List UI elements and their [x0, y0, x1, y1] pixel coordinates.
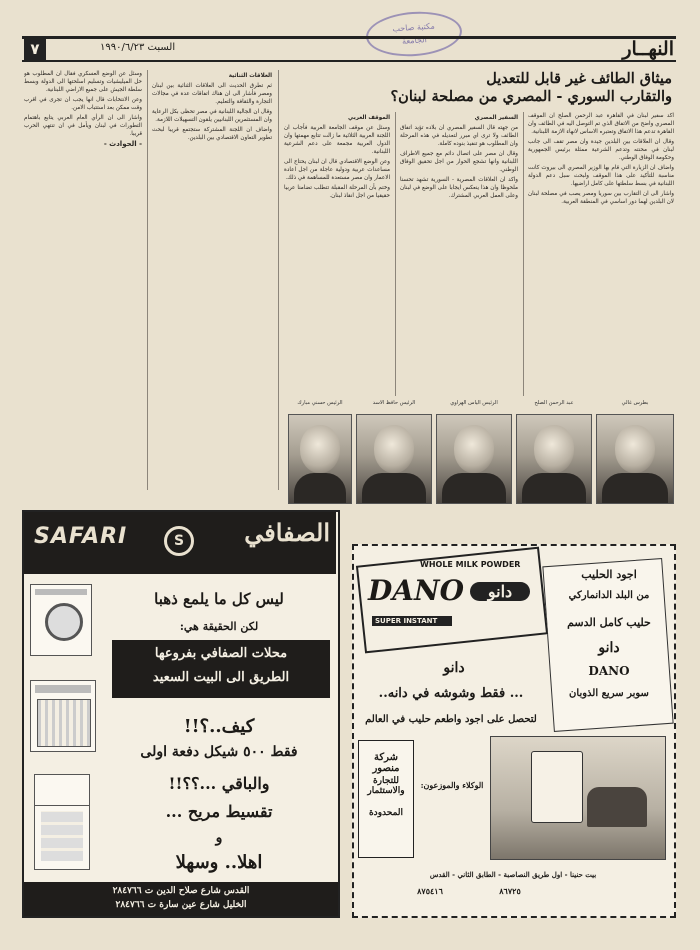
dishwasher-illustration — [30, 680, 96, 752]
headline-line-1: ميثاق الطائف غير قابل للتعديل — [486, 70, 672, 87]
dano-feature-6: سوبر سريع الذوبان — [569, 688, 649, 699]
safari-slogan-9: و — [215, 830, 223, 846]
paragraph: وقال ان مصر على اتصال دائم مع جميع الاطراف اللبنانية وانها تشجع الحوار من اجل تحقيق الوفاق الوطني. — [400, 151, 518, 173]
column-subhead: السفير المصري — [474, 115, 518, 121]
column-subhead: العلاقات الثنائية — [228, 73, 272, 79]
safari-slogan-5: كيف..؟!! — [183, 716, 255, 737]
safari-logo: S — [164, 526, 194, 556]
paragraph: واشار الى ان الرأي العام العربي يتابع باهتمام التطورات في لبنان ويأمل في ان تنتهي الحرب قريبا. — [24, 115, 142, 137]
paragraph: وسئل عن الوضع العسكري فقال ان المطلوب هو حل الميليشيات وتسليم اسلحتها الى الدولة وبسط سلطة الجيش على جميع الاراضي اللبنانية. — [24, 71, 142, 93]
washing-machine-illustration — [30, 584, 92, 656]
paragraph: وقال ان الجالية اللبنانية في مصر تحظى بكل الرعاية وان المستثمرين اللبنانيين يلقون التسهيلات اللازمة. — [152, 109, 272, 123]
issue-date: السبت ١٩٩٠/٦/٢٣ — [100, 42, 176, 53]
safari-slogan-7: والباقي ...؟؟!! — [168, 774, 270, 793]
paragraph: وعن الانتخابات قال انها يجب ان تجرى في اقرب وقت ممكن بعد استتباب الامن. — [24, 97, 142, 111]
dano-phone-1: ٨٦٧٢٥ — [499, 886, 521, 896]
safari-slogan-6: فقط ٥٠٠ شيكل دفعة اولى — [140, 744, 298, 760]
safari-address-2: الخليل شارع عين سارة ت ٢٨٤٧٦٦ — [115, 900, 247, 910]
article-column-2 — [400, 112, 518, 396]
portrait-photo — [516, 414, 592, 504]
photo-caption: بطرس غالي — [621, 400, 649, 406]
photo-caption: الرئيس حافظ الاسد — [372, 400, 416, 406]
column-divider — [278, 70, 279, 490]
safari-brand-ar: الصفافي — [244, 518, 330, 547]
paragraph: وعن الوضع الاقتصادي قال ان لبنان يحتاج الى مساعدات عربية ودولية عاجلة من اجل اعادة الاعمار وان مصر مستعدة للمساهمة في ذلك. — [284, 159, 390, 181]
column-divider — [147, 70, 148, 490]
photo-caption: الرئيس حسني مبارك — [297, 400, 343, 406]
safari-slogan-2: لكن الحقيقة هي: — [179, 620, 259, 633]
portrait-photo — [436, 414, 512, 504]
column-divider — [523, 112, 524, 396]
dano-feature-1: اجود الحليب — [581, 568, 637, 581]
stamp-line-2: الجامعة — [401, 35, 428, 46]
masthead: النهــار — [622, 38, 674, 60]
article-headline — [286, 70, 672, 106]
dano-address: بيت حنينا - اول طريق النصاصبة - الطابق الثاني - القدس — [429, 870, 597, 879]
dano-feature-5: DANO — [588, 664, 630, 678]
article-signoff: - الحوادث - — [103, 140, 142, 148]
column-subhead: الموقف العربي — [348, 115, 390, 121]
safari-slogan-10: اهلا.. وسهلا — [175, 852, 263, 873]
dano-product-tag: WHOLE MILK POWDER — [420, 560, 521, 569]
paragraph: ثم تطرق الحديث الى العلاقات الثنائية بين لبنان ومصر فأشار الى ان هناك اتفاقات عدة في مجالات التجارة والثقافة والتعليم. — [152, 83, 272, 105]
paragraph: وسئل عن موقف الجامعة العربية فأجاب ان اللجنة العربية الثلاثية ما زالت تتابع مهمتها وان الدول العربية مجمعة على دعم الشرعية اللبنانية. — [284, 125, 390, 155]
paragraph: اكد سفير لبنان في القاهرة عبد الرحمن الصلح ان الموقف المصري واضح من الاتفاق الذي تم التوصل اليه في الطائف وان القاهرة تدعم هذا الاتفاق وتعتبره الاساس لانهاء الازمة اللبنانية. — [528, 113, 674, 135]
article-column-5 — [24, 70, 142, 488]
headline-line-2: والتقارب السوري - المصري من مصلحة لبنان؟ — [390, 88, 672, 105]
dano-agents-label: الوكلاء والموزعون: — [420, 780, 484, 790]
dano-feature-3: حليب كامل الدسم — [567, 616, 651, 629]
column-divider — [395, 112, 396, 396]
portrait-photo — [288, 414, 352, 504]
dano-product-photo — [490, 736, 666, 860]
paragraph: وختم بأن المرحلة المقبلة تتطلب تضامنا عربيا حقيقيا من اجل انقاذ لبنان. — [284, 185, 390, 199]
safari-address-1: القدس شارع صلاح الدين ت ٢٨٤٧٦٦ — [112, 886, 250, 896]
refrigerator-illustration — [34, 774, 90, 870]
paragraph: وقال ان العلاقات بين البلدين جيدة وان مصر تقف الى جانب لبنان في محنته وتدعم الشرعية ممثلة برئيس الجمهورية وحكومة الوفاق الوطني. — [528, 139, 674, 161]
safari-slogan-1: ليس كل ما يلمع ذهبا — [154, 590, 284, 608]
safari-slogan-8: تقسيط مريح ... — [165, 802, 273, 821]
paragraph: واضاف ان الزيارة التي قام بها الوزير المصري الى بيروت كانت مناسبة للتأكيد على هذا الموقف ولبحث سبل دعم الدولة اللبنانية في بسط سلطتها على كامل اراضيها. — [528, 165, 674, 187]
article-column-1 — [528, 112, 674, 396]
dano-tagline-3: لتحصل على اجود واطعم حليب في العالم — [365, 714, 537, 725]
paragraph: واضاف ان اللجنة المشتركة ستجتمع قريبا لبحث تطوير التعاون الاقتصادي بين البلدين. — [152, 127, 272, 141]
dano-phone-2: ٨٧٥٤١٦ — [417, 886, 443, 896]
dano-brand-ar: دانو — [470, 582, 530, 601]
portrait-photo — [356, 414, 432, 504]
dano-instant-tag: SUPER INSTANT — [372, 616, 452, 626]
article-column-4 — [152, 70, 272, 488]
safari-brand-en: SAFARI — [34, 524, 128, 549]
paragraph: من جهته قال السفير المصري ان بلاده تؤيد اتفاق الطائف ولا ترى اي مبرر لتعديله في هذه المرحلة وان المطلوب هو تنفيذ بنوده كاملة. — [400, 125, 518, 147]
safari-slogan-3: محلات الصفافي بفروعها — [154, 646, 288, 661]
safari-slogan-4: الطريق الى البيت السعيد — [152, 670, 290, 685]
dano-feature-2: من البلد الدانماركي — [568, 590, 650, 601]
paragraph: واشار الى ان التقارب بين سوريا ومصر يصب في مصلحة لبنان لان البلدين لهما دور اساسي في المنطقة العربية. — [528, 191, 674, 205]
photo-caption: عبد الرحمن الصلح — [534, 400, 574, 406]
dano-feature-4: دانو — [598, 640, 620, 656]
paragraph: واكد ان العلاقات المصرية - السورية تشهد تحسنا ملحوظا وان هذا ينعكس ايجابا على الوضع في لبنان وعلى العمل العربي المشترك. — [400, 177, 518, 199]
portrait-photo — [596, 414, 674, 504]
page-number: ٧ — [24, 38, 46, 60]
dano-company-1: شركة منصور — [372, 752, 400, 774]
dano-tagline-1: دانو — [443, 660, 465, 676]
dano-brand: DANO — [368, 574, 464, 607]
article-column-3 — [284, 112, 390, 396]
stamp-line-1: مكتبة صاحب — [392, 21, 436, 34]
dano-company-3: المحدودة — [368, 808, 404, 818]
dano-tagline-2: ... فقط وشوشه في دانه.. — [378, 686, 524, 701]
dano-company-2: للتجارة والاستثمار — [367, 776, 405, 796]
photo-caption: الرئيس الياس الهراوي — [450, 400, 498, 406]
